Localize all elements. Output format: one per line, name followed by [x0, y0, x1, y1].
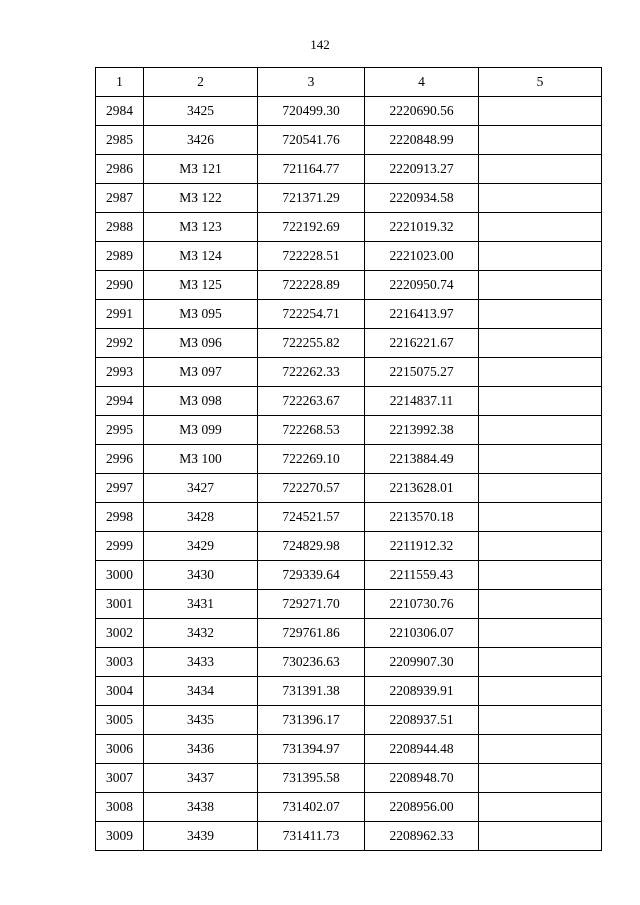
cell-col-4: 2208956.00 — [365, 793, 479, 822]
cell-col-3: 729339.64 — [258, 561, 365, 590]
cell-col-4: 2216413.97 — [365, 300, 479, 329]
table-row — [96, 561, 602, 590]
cell-col-1: 3002 — [96, 619, 144, 648]
cell-col-5 — [479, 416, 602, 445]
cell-col-4: 2208939.91 — [365, 677, 479, 706]
cell-col-2: МЗ 096 — [144, 329, 258, 358]
table-row — [96, 445, 602, 474]
cell-col-4: 2220950.74 — [365, 271, 479, 300]
cell-col-3: 722262.33 — [258, 358, 365, 387]
table-row — [96, 793, 602, 822]
column-header-4: 4 — [365, 68, 479, 97]
cell-col-2: 3431 — [144, 590, 258, 619]
table-row — [96, 822, 602, 851]
cell-col-2: МЗ 124 — [144, 242, 258, 271]
table-row — [96, 358, 602, 387]
table-row — [96, 213, 602, 242]
cell-col-2: 3436 — [144, 735, 258, 764]
table-header — [96, 68, 602, 97]
cell-col-4: 2208944.48 — [365, 735, 479, 764]
cell-col-3: 731395.58 — [258, 764, 365, 793]
cell-col-3: 720541.76 — [258, 126, 365, 155]
table-row — [96, 764, 602, 793]
cell-col-5 — [479, 561, 602, 590]
cell-col-5 — [479, 706, 602, 735]
column-header-3: 3 — [258, 68, 365, 97]
cell-col-1: 3003 — [96, 648, 144, 677]
cell-col-3: 731411.73 — [258, 822, 365, 851]
cell-col-3: 722268.53 — [258, 416, 365, 445]
cell-col-5 — [479, 329, 602, 358]
cell-col-4: 2220934.58 — [365, 184, 479, 213]
cell-col-1: 2995 — [96, 416, 144, 445]
cell-col-5 — [479, 387, 602, 416]
cell-col-4: 2221019.32 — [365, 213, 479, 242]
cell-col-2: МЗ 099 — [144, 416, 258, 445]
cell-col-3: 731391.38 — [258, 677, 365, 706]
cell-col-3: 730236.63 — [258, 648, 365, 677]
cell-col-4: 2221023.00 — [365, 242, 479, 271]
cell-col-1: 2997 — [96, 474, 144, 503]
cell-col-5 — [479, 648, 602, 677]
table-row — [96, 590, 602, 619]
cell-col-1: 3001 — [96, 590, 144, 619]
cell-col-4: 2216221.67 — [365, 329, 479, 358]
cell-col-1: 3009 — [96, 822, 144, 851]
cell-col-2: МЗ 097 — [144, 358, 258, 387]
cell-col-5 — [479, 677, 602, 706]
cell-col-4: 2209907.30 — [365, 648, 479, 677]
cell-col-4: 2211912.32 — [365, 532, 479, 561]
cell-col-3: 722254.71 — [258, 300, 365, 329]
cell-col-1: 2987 — [96, 184, 144, 213]
cell-col-2: МЗ 100 — [144, 445, 258, 474]
cell-col-3: 722270.57 — [258, 474, 365, 503]
cell-col-1: 2984 — [96, 97, 144, 126]
cell-col-3: 722269.10 — [258, 445, 365, 474]
cell-col-3: 729761.86 — [258, 619, 365, 648]
cell-col-1: 2998 — [96, 503, 144, 532]
cell-col-5 — [479, 213, 602, 242]
cell-col-2: МЗ 098 — [144, 387, 258, 416]
page-number: 142 — [310, 37, 330, 52]
cell-col-2: 3425 — [144, 97, 258, 126]
cell-col-4: 2213884.49 — [365, 445, 479, 474]
cell-col-1: 3005 — [96, 706, 144, 735]
cell-col-5 — [479, 126, 602, 155]
cell-col-5 — [479, 445, 602, 474]
table-row — [96, 416, 602, 445]
cell-col-4: 2208948.70 — [365, 764, 479, 793]
cell-col-3: 729271.70 — [258, 590, 365, 619]
cell-col-1: 2993 — [96, 358, 144, 387]
cell-col-1: 2994 — [96, 387, 144, 416]
cell-col-3: 724829.98 — [258, 532, 365, 561]
cell-col-1: 2988 — [96, 213, 144, 242]
cell-col-4: 2211559.43 — [365, 561, 479, 590]
table-row — [96, 242, 602, 271]
cell-col-4: 2214837.11 — [365, 387, 479, 416]
cell-col-2: 3426 — [144, 126, 258, 155]
cell-col-2: МЗ 121 — [144, 155, 258, 184]
table-row — [96, 387, 602, 416]
coordinates-table — [95, 67, 602, 851]
cell-col-5 — [479, 590, 602, 619]
cell-col-4: 2215075.27 — [365, 358, 479, 387]
cell-col-5 — [479, 735, 602, 764]
cell-col-4: 2208937.51 — [365, 706, 479, 735]
cell-col-3: 722228.51 — [258, 242, 365, 271]
cell-col-5 — [479, 155, 602, 184]
cell-col-5 — [479, 822, 602, 851]
cell-col-3: 731394.97 — [258, 735, 365, 764]
cell-col-2: МЗ 125 — [144, 271, 258, 300]
cell-col-5 — [479, 271, 602, 300]
cell-col-1: 3004 — [96, 677, 144, 706]
cell-col-2: 3429 — [144, 532, 258, 561]
cell-col-2: 3430 — [144, 561, 258, 590]
cell-col-5 — [479, 532, 602, 561]
cell-col-5 — [479, 242, 602, 271]
column-header-1: 1 — [96, 68, 144, 97]
cell-col-5 — [479, 503, 602, 532]
cell-col-4: 2220848.99 — [365, 126, 479, 155]
cell-col-4: 2220690.56 — [365, 97, 479, 126]
cell-col-2: 3427 — [144, 474, 258, 503]
cell-col-3: 724521.57 — [258, 503, 365, 532]
cell-col-3: 731396.17 — [258, 706, 365, 735]
cell-col-1: 2990 — [96, 271, 144, 300]
table-row — [96, 706, 602, 735]
table-row — [96, 503, 602, 532]
cell-col-2: 3428 — [144, 503, 258, 532]
cell-col-5 — [479, 300, 602, 329]
cell-col-5 — [479, 793, 602, 822]
cell-col-2: 3433 — [144, 648, 258, 677]
table-row — [96, 300, 602, 329]
cell-col-4: 2208962.33 — [365, 822, 479, 851]
cell-col-1: 2986 — [96, 155, 144, 184]
header-row — [96, 68, 602, 97]
cell-col-5 — [479, 619, 602, 648]
table-row — [96, 329, 602, 358]
cell-col-2: 3432 — [144, 619, 258, 648]
table-row — [96, 97, 602, 126]
cell-col-3: 721164.77 — [258, 155, 365, 184]
cell-col-4: 2210730.76 — [365, 590, 479, 619]
table-row — [96, 126, 602, 155]
cell-col-2: МЗ 123 — [144, 213, 258, 242]
column-header-5: 5 — [479, 68, 602, 97]
cell-col-4: 2220913.27 — [365, 155, 479, 184]
cell-col-4: 2210306.07 — [365, 619, 479, 648]
table-row — [96, 648, 602, 677]
cell-col-1: 2989 — [96, 242, 144, 271]
cell-col-4: 2213628.01 — [365, 474, 479, 503]
cell-col-5 — [479, 184, 602, 213]
cell-col-1: 3000 — [96, 561, 144, 590]
table-row — [96, 735, 602, 764]
cell-col-1: 3007 — [96, 764, 144, 793]
cell-col-1: 2992 — [96, 329, 144, 358]
cell-col-2: 3434 — [144, 677, 258, 706]
table-row — [96, 532, 602, 561]
cell-col-3: 731402.07 — [258, 793, 365, 822]
table-body — [96, 97, 602, 851]
cell-col-5 — [479, 358, 602, 387]
cell-col-1: 2991 — [96, 300, 144, 329]
cell-col-3: 722255.82 — [258, 329, 365, 358]
table-row — [96, 155, 602, 184]
cell-col-2: МЗ 095 — [144, 300, 258, 329]
cell-col-2: 3438 — [144, 793, 258, 822]
cell-col-5 — [479, 764, 602, 793]
cell-col-3: 722263.67 — [258, 387, 365, 416]
table-row — [96, 619, 602, 648]
cell-col-1: 3008 — [96, 793, 144, 822]
cell-col-3: 722228.89 — [258, 271, 365, 300]
cell-col-2: 3435 — [144, 706, 258, 735]
column-header-2: 2 — [144, 68, 258, 97]
cell-col-3: 720499.30 — [258, 97, 365, 126]
cell-col-4: 2213570.18 — [365, 503, 479, 532]
table-row — [96, 271, 602, 300]
cell-col-3: 722192.69 — [258, 213, 365, 242]
cell-col-4: 2213992.38 — [365, 416, 479, 445]
table-row — [96, 677, 602, 706]
cell-col-1: 3006 — [96, 735, 144, 764]
cell-col-1: 2999 — [96, 532, 144, 561]
cell-col-3: 721371.29 — [258, 184, 365, 213]
table-row — [96, 474, 602, 503]
cell-col-1: 2996 — [96, 445, 144, 474]
cell-col-1: 2985 — [96, 126, 144, 155]
cell-col-2: 3437 — [144, 764, 258, 793]
cell-col-5 — [479, 474, 602, 503]
cell-col-5 — [479, 97, 602, 126]
cell-col-2: МЗ 122 — [144, 184, 258, 213]
cell-col-2: 3439 — [144, 822, 258, 851]
table-row — [96, 184, 602, 213]
